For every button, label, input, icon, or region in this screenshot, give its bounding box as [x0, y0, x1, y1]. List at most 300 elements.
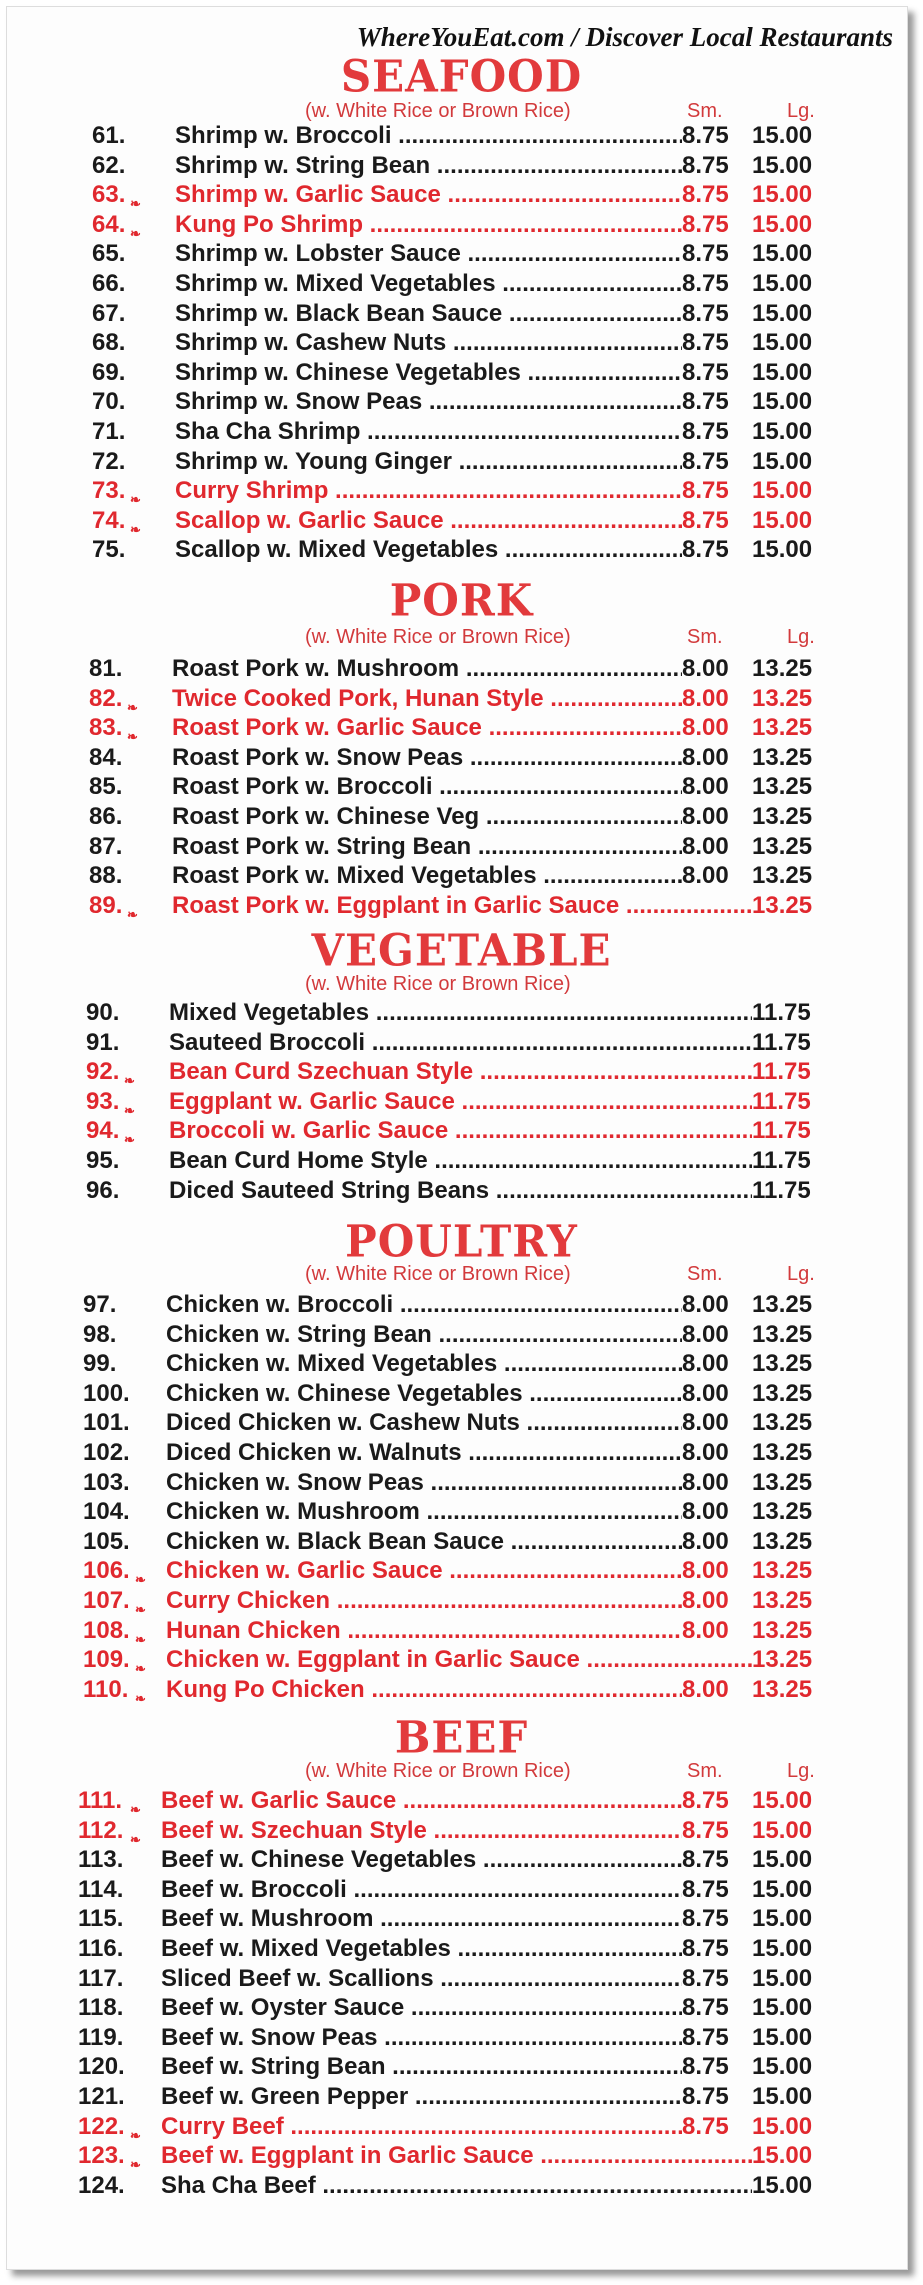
hot-pepper-icon: ❧ [135, 1631, 146, 1647]
item-number: 75. [92, 536, 126, 564]
menu-item [0, 1320, 923, 1350]
small-price: 8.75 [682, 269, 729, 297]
menu-item [0, 802, 923, 832]
small-price: 8.00 [682, 1527, 729, 1555]
large-price: 11.75 [752, 1117, 811, 1145]
item-name: Roast Pork w. Mushroom ..... [172, 654, 682, 684]
small-price: 8.75 [682, 210, 729, 238]
item-name: Beef w. String Bean ..... [161, 2052, 682, 2082]
menu-item [0, 2052, 923, 2082]
large-price: 13.25 [752, 1675, 813, 1703]
menu-item [0, 1527, 923, 1557]
menu-item [0, 713, 923, 743]
item-name: Curry Beef ..... [161, 2112, 682, 2142]
item-name: Scallop w. Garlic Sauce ..... [175, 506, 682, 536]
small-price: 8.00 [682, 832, 729, 860]
item-number: 74. [92, 506, 126, 534]
item-number: 81. [89, 655, 123, 682]
item-name: Kung Po Chicken ..... [166, 1675, 682, 1705]
item-number: 97. [83, 1291, 117, 1318]
small-price: 8.00 [682, 1291, 729, 1318]
small-price: 8.75 [682, 447, 729, 475]
item-name: Kung Po Shrimp ..... [175, 210, 682, 240]
item-number: 87. [89, 832, 123, 860]
small-price: 8.75 [682, 151, 729, 179]
item-number: 110. [83, 1675, 129, 1703]
rice-note: (w. White Rice or Brown Rice) [305, 973, 571, 995]
large-price: 13.25 [752, 1616, 813, 1644]
item-name: Chicken w. String Bean ..... [166, 1320, 682, 1350]
hot-pepper-icon: ❧ [124, 1073, 135, 1089]
small-price: 8.75 [682, 1994, 729, 2022]
rice-note: (w. White Rice or Brown Rice) [305, 1263, 571, 1285]
small-price: 8.75 [682, 1787, 729, 1814]
item-number: 65. [92, 240, 126, 268]
menu-item [0, 121, 923, 151]
large-price: 13.25 [752, 1646, 813, 1674]
large-price: 15.00 [752, 1994, 813, 2022]
hot-pepper-icon: ❧ [130, 196, 141, 212]
large-price: 15.00 [752, 536, 813, 564]
menu-item [0, 1845, 923, 1875]
small-price: 8.75 [682, 1905, 729, 1933]
hot-pepper-icon: ❧ [127, 906, 138, 922]
item-name: Curry Shrimp ..... [175, 476, 682, 506]
item-name: Shrimp w. Snow Peas ..... [175, 387, 682, 417]
item-name: Beef w. Broccoli ..... [161, 1875, 682, 1905]
menu-item [0, 743, 923, 773]
small-price: 8.75 [682, 181, 729, 209]
large-size-label: Lg. [787, 100, 815, 122]
small-price: 8.75 [682, 388, 729, 416]
menu-item [0, 2082, 923, 2112]
large-price: 13.25 [752, 1320, 813, 1348]
large-price: 15.00 [752, 1875, 813, 1903]
menu-item [0, 832, 923, 862]
menu-item [0, 1964, 923, 1994]
small-price: 8.75 [682, 1964, 729, 1992]
item-number: 83. [89, 714, 123, 742]
small-size-label: Sm. [687, 1263, 723, 1285]
large-price: 13.25 [752, 1557, 813, 1585]
item-number: 67. [92, 299, 126, 327]
menu-item-list [0, 998, 923, 1205]
item-number: 116. [78, 1934, 124, 1962]
menu-item [0, 1616, 923, 1646]
item-name: Sauteed Broccoli ..... [169, 1028, 752, 1058]
item-number: 99. [83, 1350, 117, 1378]
large-price: 11.75 [752, 1028, 811, 1056]
item-name: Chicken w. Snow Peas ..... [166, 1468, 682, 1498]
hot-pepper-icon: ❧ [130, 492, 141, 508]
menu-item [0, 1875, 923, 1905]
item-name: Shrimp w. Broccoli ..... [175, 121, 682, 151]
item-name: Shrimp w. Young Ginger ..... [175, 447, 682, 477]
large-price: 13.25 [752, 773, 813, 801]
large-price: 15.00 [752, 2171, 813, 2199]
item-name: Sliced Beef w. Scallions ..... [161, 1964, 682, 1994]
large-price: 15.00 [752, 181, 813, 209]
large-price: 13.25 [752, 684, 813, 712]
small-price: 8.75 [682, 2082, 729, 2110]
item-name: Shrimp w. Cashew Nuts ..... [175, 328, 682, 358]
item-name: Diced Chicken w. Walnuts ..... [166, 1438, 682, 1468]
small-price: 8.75 [682, 1934, 729, 1962]
menu-item [0, 239, 923, 269]
hot-pepper-icon: ❧ [130, 1802, 141, 1817]
small-price: 8.00 [682, 1350, 729, 1378]
hot-pepper-icon: ❧ [135, 1661, 146, 1677]
small-price: 8.00 [682, 1498, 729, 1526]
menu-item [0, 1087, 923, 1117]
large-price: 13.25 [752, 1527, 813, 1555]
large-price: 15.00 [752, 1846, 813, 1874]
item-name: Beef w. Mixed Vegetables ..... [161, 1934, 682, 1964]
menu-item [0, 1057, 923, 1087]
small-price: 8.00 [682, 714, 729, 742]
menu-item [0, 328, 923, 358]
menu-item [0, 358, 923, 388]
small-price: 8.00 [682, 1468, 729, 1496]
menu-item [0, 891, 923, 921]
menu-item [0, 417, 923, 447]
small-price: 8.00 [682, 1557, 729, 1585]
section-title: POULTRY [345, 1215, 578, 1268]
item-number: 115. [78, 1905, 124, 1933]
large-price: 13.25 [752, 743, 813, 771]
item-name: Eggplant w. Garlic Sauce ..... [169, 1087, 752, 1117]
small-price: 8.75 [682, 329, 729, 357]
menu-item [0, 1934, 923, 1964]
menu-item-list [0, 1290, 923, 1704]
large-price: 15.00 [752, 1964, 813, 1992]
item-name: Hunan Chicken ..... [166, 1616, 682, 1646]
item-number: 112. [78, 1816, 124, 1844]
menu-item [0, 1146, 923, 1176]
large-price: 13.25 [752, 1438, 813, 1466]
item-number: 105. [83, 1527, 130, 1555]
item-number: 118. [78, 1994, 124, 2022]
large-price: 15.00 [752, 240, 813, 268]
hot-pepper-icon: ❧ [135, 1690, 146, 1706]
large-price: 15.00 [752, 506, 813, 534]
small-size-label: Sm. [687, 1760, 723, 1782]
menu-item [0, 1438, 923, 1468]
hot-pepper-icon: ❧ [127, 729, 138, 745]
small-price: 8.00 [682, 743, 729, 771]
large-size-label: Lg. [787, 1760, 815, 1782]
item-number: 69. [92, 358, 126, 386]
item-name: Mixed Vegetables ..... [169, 998, 752, 1028]
small-price: 8.00 [682, 773, 729, 801]
menu-item [0, 151, 923, 181]
menu-item [0, 1116, 923, 1146]
item-name: Roast Pork w. Chinese Veg ..... [172, 802, 682, 832]
item-number: 62. [92, 151, 126, 179]
item-name: Bean Curd Szechuan Style ..... [169, 1057, 752, 1087]
menu-item [0, 1379, 923, 1409]
small-price: 8.75 [682, 299, 729, 327]
hot-pepper-icon: ❧ [130, 521, 141, 537]
menu-item [0, 299, 923, 329]
menu-item [0, 1408, 923, 1438]
large-price: 13.25 [752, 1586, 813, 1614]
item-number: 98. [83, 1320, 117, 1348]
menu-item [0, 506, 923, 536]
large-price: 15.00 [752, 1816, 813, 1844]
rice-note: (w. White Rice or Brown Rice) [305, 626, 571, 648]
item-name: Beef w. Szechuan Style ..... [161, 1816, 682, 1846]
item-number: 85. [89, 773, 123, 801]
small-size-label: Sm. [687, 626, 723, 648]
item-number: 94. [86, 1117, 120, 1145]
hot-pepper-icon: ❧ [127, 699, 138, 715]
item-number: 71. [92, 417, 126, 445]
small-price: 8.00 [682, 862, 729, 890]
item-name: Shrimp w. Chinese Vegetables ..... [175, 358, 682, 388]
menu-item [0, 387, 923, 417]
large-price: 15.00 [752, 477, 813, 505]
item-number: 70. [92, 388, 126, 416]
small-price: 8.00 [682, 655, 729, 682]
large-price: 15.00 [752, 210, 813, 238]
hot-pepper-icon: ❧ [130, 225, 141, 241]
menu-item [0, 1556, 923, 1586]
item-name: Sha Cha Shrimp ..... [175, 417, 682, 447]
menu-item [0, 447, 923, 477]
menu-item-list [0, 1786, 923, 2200]
hot-pepper-icon: ❧ [124, 1132, 135, 1148]
item-number: 102. [83, 1438, 130, 1466]
item-number: 68. [92, 329, 126, 357]
menu-item [0, 2112, 923, 2142]
item-name: Diced Chicken w. Cashew Nuts ..... [166, 1408, 682, 1438]
menu-item [0, 1028, 923, 1058]
menu-item [0, 772, 923, 802]
large-price: 13.25 [752, 862, 813, 890]
rice-note: (w. White Rice or Brown Rice) [305, 100, 571, 122]
item-number: 121. [78, 2082, 125, 2110]
menu-item [0, 1468, 923, 1498]
item-name: Beef w. Garlic Sauce ..... [161, 1786, 682, 1816]
small-price: 8.75 [682, 506, 729, 534]
item-name: Roast Pork w. String Bean ..... [172, 832, 682, 862]
item-name: Beef w. Chinese Vegetables ..... [161, 1845, 682, 1875]
small-price: 8.00 [682, 684, 729, 712]
item-number: 86. [89, 802, 123, 830]
large-price: 13.25 [752, 1379, 813, 1407]
item-number: 95. [86, 1146, 120, 1174]
menu-item [0, 2141, 923, 2171]
small-price: 8.00 [682, 1675, 729, 1703]
menu-item-list [0, 654, 923, 920]
large-price: 15.00 [752, 2112, 813, 2140]
item-number: 123. [78, 2142, 125, 2170]
large-price: 15.00 [752, 1787, 813, 1814]
item-number: 120. [78, 2053, 125, 2081]
large-price: 15.00 [752, 2082, 813, 2110]
small-price: 8.75 [682, 2112, 729, 2140]
item-number: 122. [78, 2112, 125, 2140]
small-price: 8.00 [682, 1616, 729, 1644]
large-price: 15.00 [752, 358, 813, 386]
large-price: 15.00 [752, 417, 813, 445]
small-price: 8.75 [682, 1846, 729, 1874]
hot-pepper-icon: ❧ [135, 1601, 146, 1617]
item-name: Shrimp w. String Bean ..... [175, 151, 682, 181]
section-title: VEGETABLE [311, 924, 612, 977]
item-number: 72. [92, 447, 126, 475]
item-number: 101. [83, 1409, 130, 1437]
large-price: 15.00 [752, 447, 813, 475]
large-price: 11.75 [752, 1146, 811, 1174]
menu-item [0, 1586, 923, 1616]
large-price: 11.75 [752, 1087, 811, 1115]
large-price: 13.25 [752, 1468, 813, 1496]
item-number: 61. [92, 122, 126, 149]
large-price: 15.00 [752, 2053, 813, 2081]
item-name: Beef w. Eggplant in Garlic Sauce ..... [161, 2141, 752, 2171]
item-number: 106. [83, 1557, 130, 1585]
item-name: Beef w. Oyster Sauce ..... [161, 1993, 682, 2023]
small-price: 8.00 [682, 1586, 729, 1614]
large-price: 15.00 [752, 1905, 813, 1933]
hot-pepper-icon: ❧ [130, 1831, 141, 1847]
menu-item [0, 1349, 923, 1379]
large-price: 15.00 [752, 122, 813, 149]
hot-pepper-icon: ❧ [124, 1102, 135, 1118]
item-name: Roast Pork w. Snow Peas ..... [172, 743, 682, 773]
small-price: 8.75 [682, 536, 729, 564]
item-name: Beef w. Green Pepper ..... [161, 2082, 682, 2112]
item-number: 63. [92, 181, 126, 209]
menu-item [0, 1290, 923, 1320]
menu-item [0, 684, 923, 714]
small-price: 8.75 [682, 1875, 729, 1903]
item-number: 90. [86, 999, 120, 1026]
item-name: Bean Curd Home Style ..... [169, 1146, 752, 1176]
item-name: Chicken w. Garlic Sauce ..... [166, 1556, 682, 1586]
item-name: Scallop w. Mixed Vegetables ..... [175, 535, 682, 565]
large-price: 15.00 [752, 269, 813, 297]
small-price: 8.75 [682, 358, 729, 386]
menu-item [0, 654, 923, 684]
menu-item-list [0, 121, 923, 565]
large-price: 13.25 [752, 714, 813, 742]
small-price: 8.75 [682, 240, 729, 268]
hot-pepper-icon: ❧ [130, 2127, 141, 2143]
large-price: 11.75 [752, 1176, 811, 1204]
large-price: 15.00 [752, 329, 813, 357]
item-number: 107. [83, 1586, 130, 1614]
item-name: Roast Pork w. Mixed Vegetables ..... [172, 861, 682, 891]
item-number: 89. [89, 891, 123, 919]
item-name: Chicken w. Eggplant in Garlic Sauce ..... [166, 1645, 752, 1675]
item-name: Chicken w. Mixed Vegetables ..... [166, 1349, 682, 1379]
item-name: Beef w. Snow Peas ..... [161, 2023, 682, 2053]
item-name: Chicken w. Broccoli ..... [166, 1290, 682, 1320]
menu-item [0, 180, 923, 210]
item-number: 96. [86, 1176, 120, 1204]
small-price: 8.00 [682, 1438, 729, 1466]
large-size-label: Lg. [787, 626, 815, 648]
menu-item [0, 1904, 923, 1934]
section-title: BEEF [394, 1711, 529, 1764]
small-price: 8.00 [682, 1320, 729, 1348]
item-number: 114. [78, 1875, 124, 1903]
item-number: 66. [92, 269, 126, 297]
item-name: Chicken w. Black Bean Sauce ..... [166, 1527, 682, 1557]
item-number: 84. [89, 743, 123, 771]
item-name: Shrimp w. Garlic Sauce ..... [175, 180, 682, 210]
item-number: 103. [83, 1468, 130, 1496]
menu-item [0, 535, 923, 565]
item-name: Beef w. Mushroom ..... [161, 1904, 682, 1934]
item-number: 100. [83, 1379, 130, 1407]
small-price: 8.75 [682, 2023, 729, 2051]
item-name: Shrimp w. Mixed Vegetables ..... [175, 269, 682, 299]
large-price: 11.75 [752, 1058, 811, 1086]
hot-pepper-icon: ❧ [135, 1572, 146, 1588]
item-number: 93. [86, 1087, 120, 1115]
section-title: PORK [389, 574, 534, 627]
small-size-label: Sm. [687, 100, 723, 122]
menu-item [0, 1176, 923, 1206]
menu-item [0, 476, 923, 506]
large-price: 13.25 [752, 1409, 813, 1437]
item-name: Shrimp w. Lobster Sauce ..... [175, 239, 682, 269]
large-price: 13.25 [752, 832, 813, 860]
menu-item [0, 1816, 923, 1846]
large-price: 15.00 [752, 388, 813, 416]
large-price: 15.00 [752, 2142, 813, 2170]
item-name: Shrimp w. Black Bean Sauce ..... [175, 299, 682, 329]
large-price: 13.25 [752, 1498, 813, 1526]
item-number: 73. [92, 477, 126, 505]
item-number: 108. [83, 1616, 130, 1644]
item-number: 119. [78, 2023, 124, 2051]
large-price: 15.00 [752, 299, 813, 327]
small-price: 8.75 [682, 1816, 729, 1844]
item-name: Curry Chicken ..... [166, 1586, 682, 1616]
item-number: 104. [83, 1498, 130, 1526]
large-price: 13.25 [752, 655, 813, 682]
large-price: 15.00 [752, 151, 813, 179]
item-number: 124. [78, 2171, 125, 2199]
item-name: Twice Cooked Pork, Hunan Style ..... [172, 684, 682, 714]
menu-item [0, 1645, 923, 1675]
small-price: 8.00 [682, 802, 729, 830]
small-price: 8.75 [682, 477, 729, 505]
item-number: 64. [92, 210, 126, 238]
watermark: WhereYouEat.com / Discover Local Restaurants [356, 22, 893, 52]
item-number: 109. [83, 1646, 130, 1674]
item-name: Roast Pork w. Broccoli ..... [172, 772, 682, 802]
item-name: Sha Cha Beef ..... [161, 2171, 752, 2201]
large-price: 13.25 [752, 802, 813, 830]
small-price: 8.00 [682, 1379, 729, 1407]
rice-note: (w. White Rice or Brown Rice) [305, 1760, 571, 1782]
menu-item [0, 1675, 923, 1705]
large-price: 13.25 [752, 1350, 813, 1378]
item-number: 113. [78, 1846, 124, 1874]
large-price: 13.25 [752, 1291, 813, 1318]
item-name: Diced Sauteed String Beans ..... [169, 1176, 752, 1206]
hot-pepper-icon: ❧ [130, 2157, 141, 2173]
menu-item [0, 1993, 923, 2023]
item-number: 82. [89, 684, 123, 712]
small-price: 8.75 [682, 2053, 729, 2081]
